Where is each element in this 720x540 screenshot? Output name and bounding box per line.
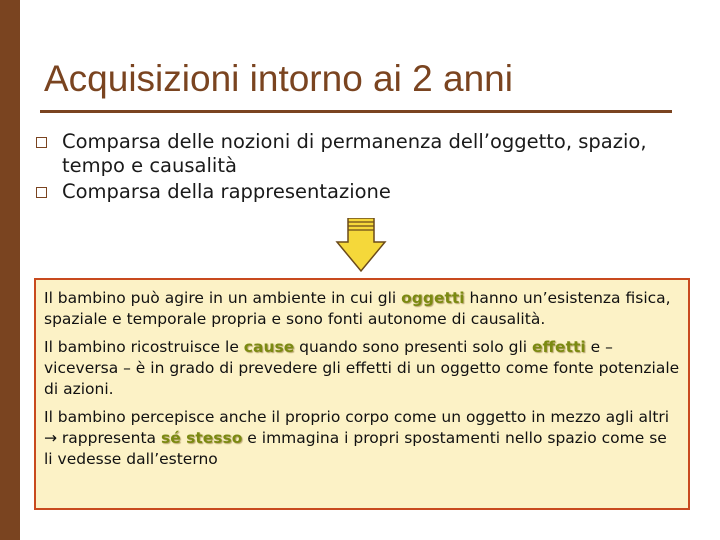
text: quando sono presenti solo gli bbox=[294, 338, 532, 356]
paragraph-causes bbox=[44, 337, 680, 400]
highlight-causes: cause bbox=[243, 338, 295, 356]
text: Il bambino percepisce anche il proprio corpo come un oggetto in mezzo agli altri bbox=[44, 408, 670, 426]
slide-title: Acquisizioni intorno ai 2 anni bbox=[44, 58, 513, 99]
text: Il bambino può agire in un ambiente in cui gli bbox=[44, 289, 402, 307]
text: e – viceversa – è in grado di prevedere gli effetti di un oggetto come fonte potenziale di azioni. bbox=[44, 338, 680, 398]
bullet-text: Comparsa delle nozioni di permanenza dell’oggetto, spazio, tempo e causalità bbox=[62, 130, 647, 177]
bullet-item bbox=[34, 130, 704, 178]
paragraph-self bbox=[44, 407, 680, 470]
right-arrow-icon: → bbox=[44, 429, 57, 447]
text: Il bambino ricostruisce le bbox=[44, 338, 244, 356]
text: hanno un’esistenza fisica, spaziale e temporale propria e sono fonti autonome di causalità. bbox=[44, 289, 671, 328]
bullet-item bbox=[34, 180, 704, 204]
highlight-objects: oggetti bbox=[401, 289, 465, 307]
text: rappresenta bbox=[57, 429, 161, 447]
explanation-panel bbox=[34, 278, 690, 510]
down-arrow-icon bbox=[335, 218, 387, 274]
highlight-self: sé stesso bbox=[160, 429, 243, 447]
square-bullet-icon bbox=[36, 137, 47, 148]
square-bullet-icon bbox=[36, 187, 47, 198]
bullet-text: Comparsa della rappresentazione bbox=[62, 180, 391, 203]
text: e immagina i propri spostamenti nello spazio come se li vedesse dall’esterno bbox=[44, 429, 667, 468]
paragraph-objects bbox=[44, 288, 680, 330]
title-underline bbox=[40, 110, 672, 113]
highlight-effects: effetti bbox=[531, 338, 586, 356]
left-accent-bar bbox=[0, 0, 20, 540]
bullet-list bbox=[34, 130, 704, 204]
